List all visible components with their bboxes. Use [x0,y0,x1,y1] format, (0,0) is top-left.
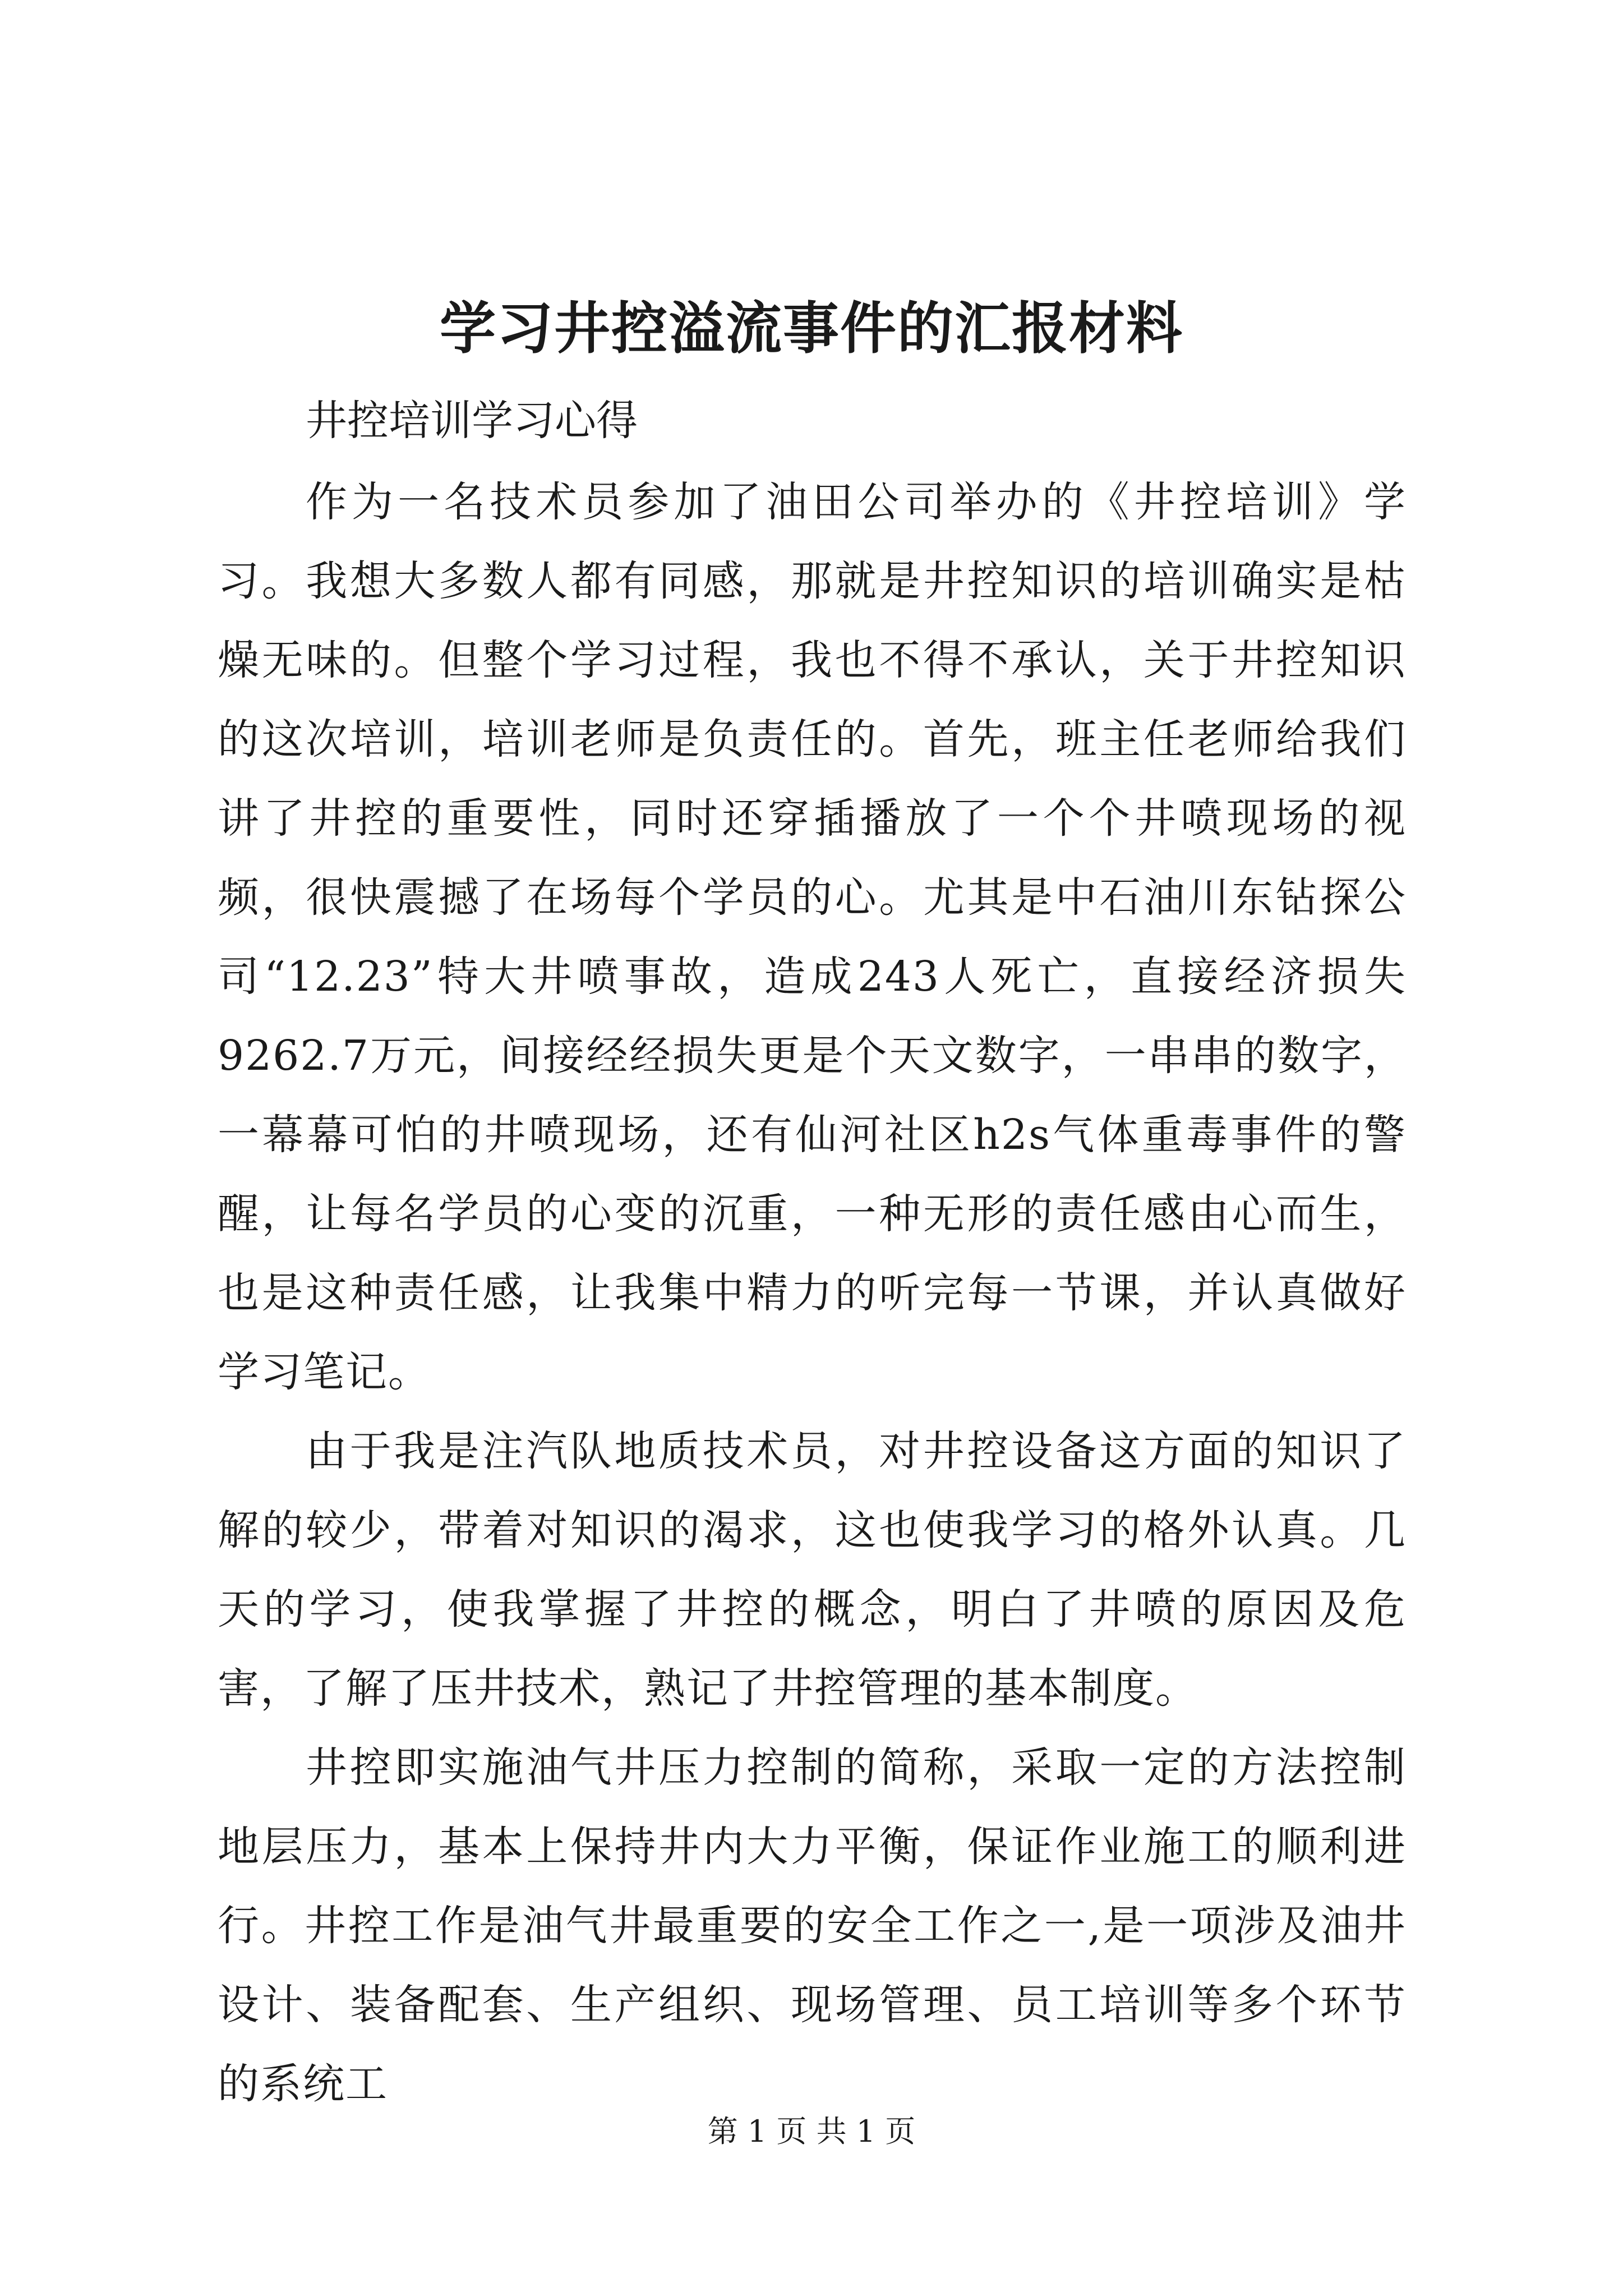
document-body [218,463,1407,2124]
page-footer: 第 1 页 共 1 页 [707,2114,916,2149]
paragraph-3: 井控即实施油气井压力控制的简称，采取一定的方法控制地层压力，基本上保持井内大力平衡，保证作业施工的顺利进行。井控工作是油气井最重要的安全工作之一,是一项涉及油井设计、装备配套、生产组织、现场管理、员工培训等多个环节的系统工 [218,1743,1407,2108]
document-title: 学习井控溢流事件的汇报材料 [440,295,1183,361]
paragraph-2: 由于我是注汽队地质技术员，对井控设备这方面的知识了解的较少，带着对知识的渴求，这也使我学习的格外认真。几天的学习，使我掌握了井控的概念，明白了井喷的原因及危害，了解了压井技术，熟记了井控管理的基本制度。 [218,1427,1407,1713]
document-subtitle: 井控培训学习心得 [306,397,638,445]
paragraph-1: 作为一名技术员参加了油田公司举办的《井控培训》学习。我想大多数人都有同感，那就是井控知识的培训确实是枯燥无味的。但整个学习过程，我也不得不承认，关于井控知识的这次培训，培训老师是负责任的。首先，班主任老师给我们讲了井控的重要性，同时还穿插播放了一个个井喷现场的视频，很快震撼了在场每个学员的心。尤其是中石油川东钻探公司“12.23”特大井喷事故，造成243人死亡，直接经济损失9262.7万元，间接经经损失更是个天文数字，一串串的数字，一幕幕可怕的井喷现场，还有仙河社区h2s气体重毒事件的警醒，让每名学员的心变的沉重，一种无形的责任感由心而生，也是这种责任感，让我集中精力的听完每一节课，并认真做好学习笔记。 [218,478,1407,1396]
